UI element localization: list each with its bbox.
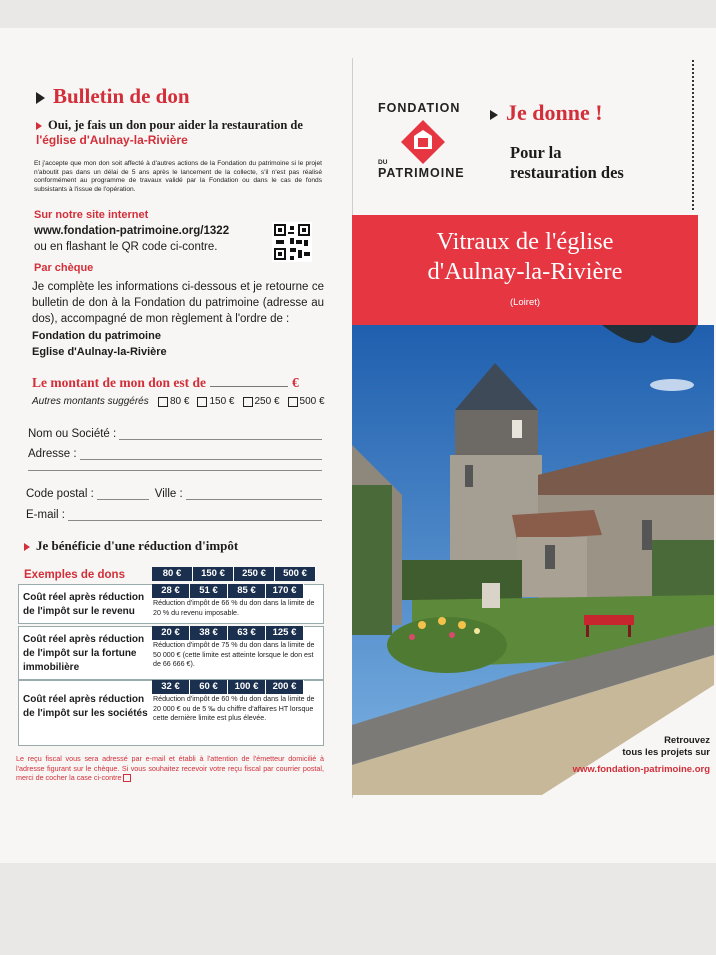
project-region: (Loiret) <box>509 297 541 308</box>
bulletin-title: Bulletin de don <box>36 84 190 109</box>
triangle-bullet-icon <box>36 122 42 130</box>
email-field[interactable]: E-mail : <box>26 509 322 521</box>
real-cost-cell: 51 € <box>190 584 228 598</box>
triangle-bullet-icon <box>490 110 498 120</box>
donation-url[interactable]: www.fondation-patrimoine.org/1322 <box>34 225 230 237</box>
postal-receipt-checkbox[interactable] <box>123 774 131 782</box>
donation-amount-field[interactable]: Le montant de mon don est de € <box>32 375 299 390</box>
payee-line-2: Eglise d'Aulnay-la-Rivière <box>32 346 167 358</box>
amount-header-cell: 150 € <box>193 567 234 581</box>
je-donne-heading: Je donne ! <box>490 100 603 126</box>
tax-receipt-note: Le reçu fiscal vous sera adressé par e-mail et établi à l'attention de l'émetteur domicilié à l'adresse figurant sur le chèque. Si vous souhaitez recevoir votre reçu fiscal par courrier postal, merci de cocher la case ci-contre <box>16 754 324 783</box>
all-projects-text: Retrouvez tous les projets sur <box>622 735 710 758</box>
address-field-line-2[interactable] <box>28 470 322 471</box>
payee-line-1: Fondation du patrimoine <box>32 330 161 342</box>
checkbox-icon[interactable] <box>158 397 168 407</box>
amount-option[interactable]: 250 € <box>243 396 280 407</box>
triangle-bullet-icon <box>24 543 30 551</box>
restoration-subtitle: Pour la restauration des <box>510 143 624 182</box>
logo-text-du: DU <box>378 159 388 166</box>
real-cost-cell: 32 € <box>152 680 190 694</box>
amount-header-cell: 80 € <box>152 567 193 581</box>
real-cost-cell: 60 € <box>190 680 228 694</box>
suggested-amount-options <box>158 396 325 407</box>
qr-code-icon[interactable] <box>272 222 312 262</box>
website-section-label: Sur notre site internet <box>34 209 149 221</box>
real-cost-cell: 100 € <box>228 680 266 694</box>
amount-blank[interactable] <box>210 386 288 387</box>
real-cost-cell: 125 € <box>266 626 304 640</box>
checkbox-icon[interactable] <box>197 397 207 407</box>
real-cost-cell: 63 € <box>228 626 266 640</box>
donation-amounts-header <box>152 567 316 581</box>
checkbox-icon[interactable] <box>288 397 298 407</box>
church-photo <box>352 325 714 795</box>
suggested-amounts-label: Autres montants suggérés <box>32 396 149 407</box>
real-cost-cell: 200 € <box>266 680 304 694</box>
examples-title: Exemples de dons <box>24 569 125 581</box>
amount-option[interactable]: 500 € <box>288 396 325 407</box>
example-wealth-tax: Coût réel après réduction de l'impôt sur la fortune immobilière 20 € 38 € 63 € 125 € Réduction d'impôt de 75 % du don dans la limite de 50 000 € (cette limite est atteinte lorsque le don est de 66 666 €). <box>18 626 324 680</box>
example-corporate-tax: Coût réel après réduction de l'impôt sur les sociétés 32 € 60 € 100 € 200 € Réduction d'impôt de 60 % du don dans la limite de 20 000 € ou de 5 ‰ du chiffre d'affaires HT lorsque cette dernière limite est plus élevée. <box>18 680 324 746</box>
real-cost-cell: 170 € <box>266 584 304 598</box>
example-income-tax: Coût réel après réduction de l'impôt sur le revenu 28 € 51 € 85 € 170 € Réduction d'impôt de 66 % du don dans la limite de 20 % du revenu imposable. <box>18 584 324 624</box>
cheque-instructions: Je complète les informations ci-dessous et je retourne ce bulletin de don à la Fondation du patrimoine (adresse au dos), accompagné de mon règlement à l'ordre de : <box>32 281 324 325</box>
amount-header-cell: 250 € <box>234 567 275 581</box>
real-cost-cell: 20 € <box>152 626 190 640</box>
acceptance-paragraph: Et j'accepte que mon don soit affecté à d'autres actions de la Fondation du patrimoine si le projet n'aboutit pas dans un délai de 5 ans après le lancement de la collecte, s'il n'est pas réalisé conformément au programme de travaux validé par la Fondation ou dans le cas de fonds subsistants à l'issue de l'opération. <box>34 160 322 193</box>
qr-instruction: ou en flashant le QR code ci-contre. <box>34 241 218 253</box>
real-cost-cell: 85 € <box>228 584 266 598</box>
amount-option[interactable]: 150 € <box>197 396 234 407</box>
perforation-line <box>692 60 694 210</box>
real-cost-cell: 28 € <box>152 584 190 598</box>
postal-city-field[interactable]: Code postal : Ville : <box>26 488 322 500</box>
name-field[interactable]: Nom ou Société : <box>28 428 322 440</box>
address-field[interactable]: Adresse : <box>28 448 322 460</box>
amount-option[interactable]: 80 € <box>158 396 189 407</box>
cheque-section-label: Par chèque <box>34 262 94 274</box>
logo-text-bottom: PATRIMOINE <box>378 166 465 180</box>
fondation-website-link[interactable]: www.fondation-patrimoine.org <box>572 764 710 775</box>
oui-statement: Oui, je fais un don pour aider la restauration de l'église d'Aulnay-la-Rivière <box>36 118 303 147</box>
checkbox-icon[interactable] <box>243 397 253 407</box>
logo-text-top: FONDATION <box>378 101 461 115</box>
amount-header-cell: 500 € <box>275 567 316 581</box>
triangle-bullet-icon <box>36 92 45 104</box>
tax-reduction-heading: Je bénéficie d'une réduction d'impôt <box>24 538 238 554</box>
real-cost-cell: 38 € <box>190 626 228 640</box>
fondation-patrimoine-logo-icon <box>400 119 446 165</box>
project-title: Vitraux de l'église d'Aulnay-la-Rivière <box>427 228 623 285</box>
